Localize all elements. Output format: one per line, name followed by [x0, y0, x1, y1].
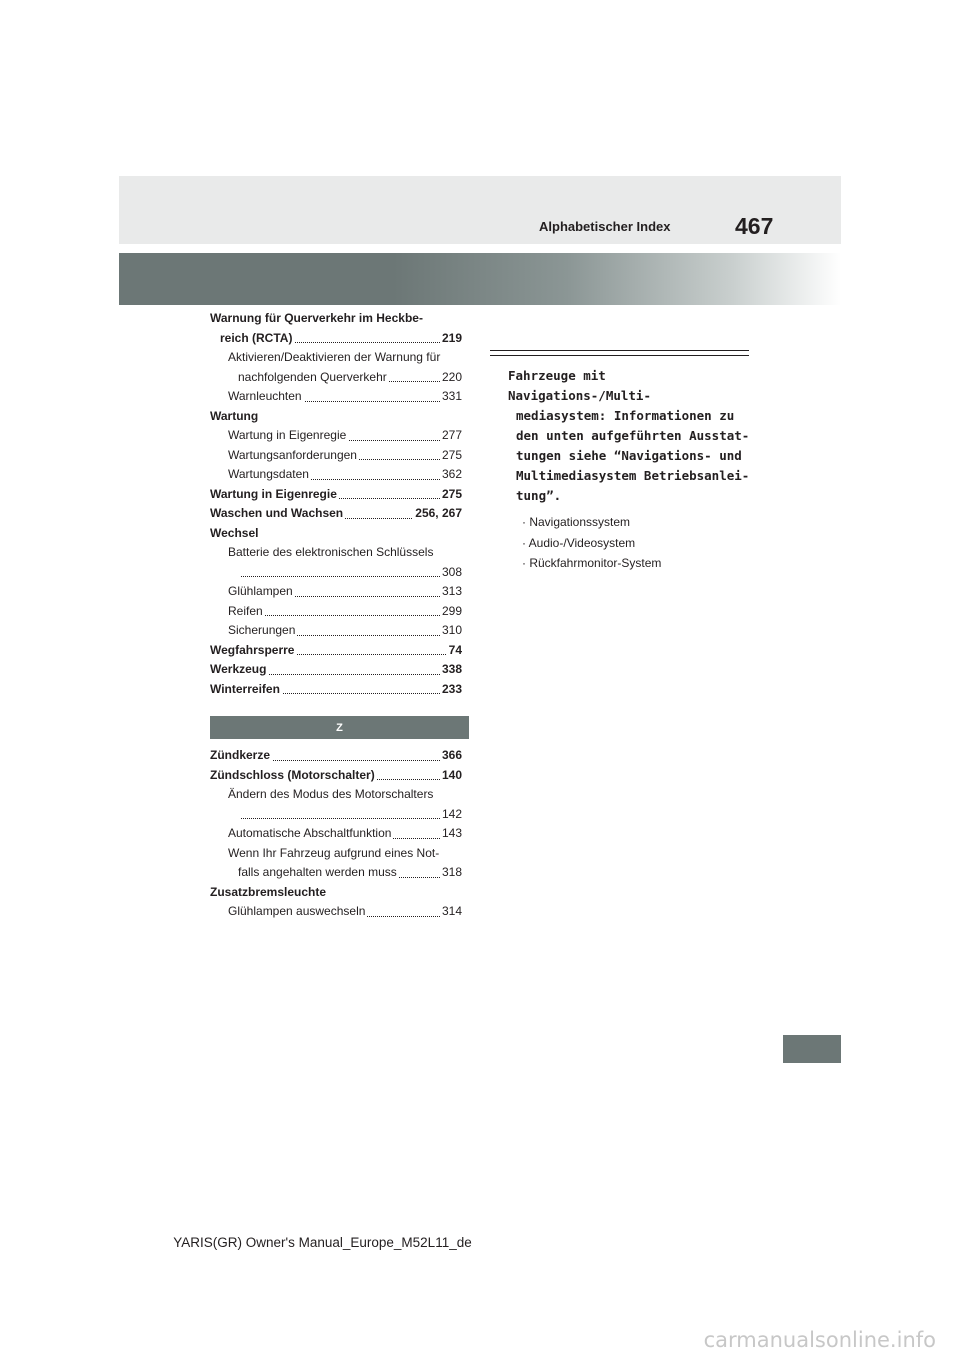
index-entry-text: Wartung [210, 408, 259, 423]
index-entry [210, 426, 462, 446]
index-entry-text: falls angehalten werden muss [238, 865, 397, 879]
index-entry [210, 660, 462, 680]
index-entry-page: 74 [447, 641, 462, 661]
index-entry-text: Wegfahrsperre [210, 642, 295, 657]
index-entry-page: 310 [440, 621, 462, 641]
index-entry-text: Waschen und Wachsen [210, 506, 344, 520]
index-entry-text: Ändern des Modus des Motorschalters [228, 787, 434, 801]
index-entry-page: 318 [440, 863, 462, 883]
index-column-w [210, 309, 462, 699]
index-entry-page: 256, 267 [413, 504, 462, 524]
index-entry [210, 368, 462, 388]
index-entry-text: Zusatzbremsleuchte [210, 884, 327, 899]
letter-heading-z: Z [210, 716, 469, 739]
index-entry-text: Aktivieren/Deaktivieren der Warnung für [228, 350, 441, 364]
note-line: tung”. [516, 488, 562, 503]
index-entry [210, 329, 462, 349]
index-entry [210, 465, 462, 485]
index-entry [210, 641, 462, 661]
index-entry-page: 299 [440, 602, 462, 622]
index-entry [210, 844, 462, 864]
index-entry-text: Zündkerze [210, 748, 271, 762]
note-list-item: · Rückfahrmonitor-System [522, 556, 662, 570]
index-entry-page: 142 [440, 805, 462, 825]
index-entry-text: Warnung für Querverkehr im Heckbe- [210, 311, 423, 325]
note-line: mediasystem: Informationen zu [516, 408, 735, 423]
note-items [508, 512, 753, 574]
index-entry [210, 407, 462, 427]
index-entry [210, 902, 462, 922]
index-entry-page: 314 [440, 902, 462, 922]
note-line: Fahrzeuge mit Navigations-/Multi- [508, 368, 651, 403]
index-entry [210, 582, 462, 602]
index-entry-text: Glühlampen auswechseln [228, 904, 366, 918]
index-entry-text: Wechsel [210, 525, 259, 540]
leader-dots [238, 576, 462, 577]
note-divider [490, 350, 749, 356]
index-entry [210, 621, 462, 641]
index-entry [210, 524, 462, 544]
index-entry-text: Wartungsdaten [228, 467, 309, 481]
index-entry-text [238, 807, 240, 821]
header-band [119, 176, 841, 244]
index-entry-page: 313 [440, 582, 462, 602]
header-gradient-bar [119, 253, 841, 305]
index-entry-page: 366 [440, 746, 462, 766]
index-entry-page: 362 [440, 465, 462, 485]
page-number: 467 [735, 213, 774, 239]
note-line: Multimediasystem Betriebsanlei- [516, 468, 750, 483]
index-entry [210, 563, 462, 583]
note-line: tungen siehe “Navigations- und [516, 448, 742, 463]
index-entry [210, 824, 462, 844]
note-text [508, 366, 753, 506]
index-entry [210, 504, 462, 524]
footer-text: YARIS(GR) Owner's Manual_Europe_M52L11_de [173, 1235, 472, 1250]
index-entry-text: reich (RCTA) [220, 330, 293, 345]
index-entry-page: 275 [440, 446, 462, 466]
index-entry-text: Wenn Ihr Fahrzeug aufgrund eines Not- [228, 845, 440, 860]
navigation-note [508, 366, 753, 574]
index-entry-page: 220 [440, 368, 462, 388]
index-entry [210, 746, 462, 766]
index-entry-page: 143 [440, 824, 462, 844]
index-entry [210, 348, 462, 368]
index-entry-text: Wartungsanforderungen [228, 447, 357, 462]
index-entry [210, 309, 462, 329]
note-line: den unten aufgeführten Ausstat- [516, 428, 750, 443]
index-entry [210, 446, 462, 466]
index-entry [210, 602, 462, 622]
index-entry-page: 233 [440, 680, 462, 700]
index-entry [210, 766, 462, 786]
index-entry-text: Zündschloss (Motorschalter) [210, 767, 375, 782]
index-entry-page: 308 [440, 563, 462, 583]
index-entry [210, 387, 462, 407]
index-column-z [210, 746, 462, 922]
index-entry [210, 863, 462, 883]
leader-dots [238, 818, 462, 819]
index-entry [210, 485, 462, 505]
index-entry-text: Sicherungen [228, 623, 296, 637]
index-entry-text: Glühlampen [228, 584, 293, 598]
index-entry-text: Reifen [228, 603, 263, 618]
index-entry [210, 883, 462, 903]
index-entry-page: 338 [440, 660, 462, 680]
index-entry-text: nachfolgenden Querverkehr [238, 369, 387, 384]
index-entry [210, 805, 462, 825]
index-entry-text: Werkzeug [210, 662, 267, 676]
watermark: carmanualsonline.info [703, 1328, 936, 1352]
index-entry-text: Winterreifen [210, 681, 280, 696]
index-entry [210, 680, 462, 700]
index-entry-text: Wartung in Eigenregie [228, 428, 347, 442]
index-entry-page: 277 [440, 426, 462, 446]
index-entry [210, 785, 462, 805]
index-entry-page: 140 [440, 766, 462, 786]
index-entry-text: Wartung in Eigenregie [210, 486, 337, 501]
index-entry-text [238, 565, 240, 579]
index-entry-page: 219 [440, 329, 462, 349]
index-entry-page: 331 [440, 387, 462, 407]
index-entry [210, 543, 462, 563]
chapter-tab [783, 1035, 841, 1063]
note-list-item: · Audio-/Videosystem [522, 535, 636, 550]
index-entry-text: Automatische Abschaltfunktion [228, 826, 392, 840]
index-entry-text: Warnleuchten [228, 389, 302, 403]
note-list-item: · Navigationssystem [522, 515, 631, 529]
index-entry-text: Batterie des elektronischen Schlüssels [228, 545, 434, 559]
index-entry-page: 275 [440, 485, 462, 505]
section-title: Alphabetischer Index [539, 219, 671, 234]
